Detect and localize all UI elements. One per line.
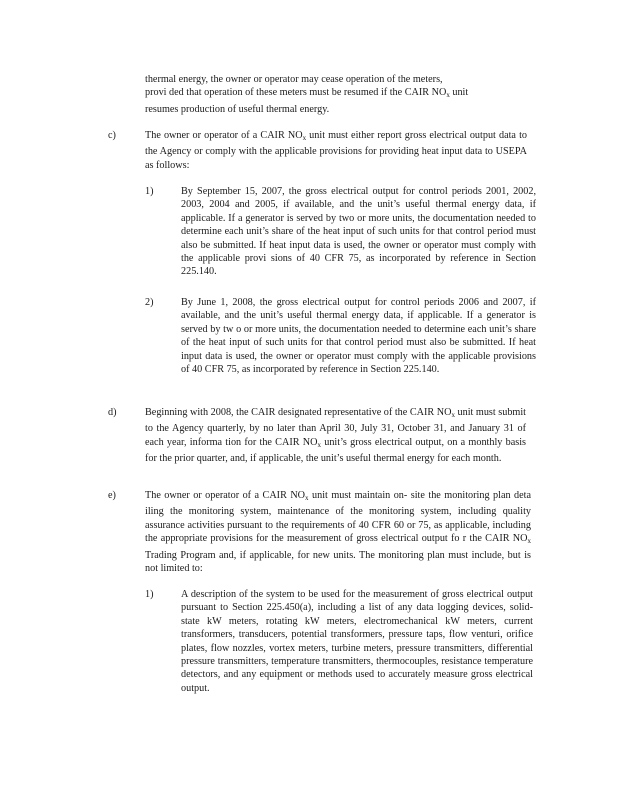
section-e-text: The owner or operator of a CAIR $NO_x$ unit must maintain on- site the monitoring plan deta iling the monitoring system, maintenance of the monitoring system, including quality assurance activities pursuant to the requirements of 40 CFR 60 or 75, as applicable, including the appropriate provisions for the measurement of gross electrical output fo r the CAIR $NO_x$ Trading Program and, if applicable, for new units. The monitoring plan must include, but is not limited to: [145, 490, 531, 575]
intro-line-3: resumes production of useful thermal energy. [145, 103, 330, 115]
section-c-label: c) [108, 130, 116, 141]
section-d-label: d) [108, 407, 117, 418]
section-e-item-1-label: 1) [145, 589, 154, 600]
section-e-item-1-text: A description of the system to be used for the measurement of gross electrical output pursuant to Section 225.450(a), including a list of any data logging devices, solid- state kW meters, rotating kW meters, electromechanical kW meters, current transformers, transducers, potential transformers, pressure taps, flow venturi, orifice plates, flow nozzles, vortex meters, turbine meters, pressure transmitters, differential pressure transmitters, temperature transmitters, thermocouples, resistance temperature detectors, and any equipment or methods used to accurately measure gross electrical output. [181, 589, 533, 694]
section-c-item-2-label: 2) [145, 297, 154, 308]
section-d-text: Beginning with 2008, the CAIR designated representative of the CAIR $NO_x$ unit must submit to the Agency quarterly, by no later than April 30, July 31, October 31, and January 31 of each year, informa tion for the CAIR $NO_x$ unit’s gross electrical output, on a monthly basis for the prior quarter, and, if applicable, the unit’s useful thermal energy for each month. [145, 407, 526, 465]
section-c-text: The owner or operator of a CAIR $NO_x$ unit must either report gross electrical output data to the Agency or comply with the applicable provisions for providing heat input data to USEPA as follows: [145, 130, 527, 171]
intro-line-1: thermal energy, the owner or operator may cease operation of the meters, [145, 74, 443, 85]
section-e-label: e) [108, 490, 116, 501]
section-c-item-1-text: By September 15, 2007, the gross electrical output for control periods 2001, 2002, 2003, 2004 and 2005, if available, and the unit’s useful thermal energy data, if applicable. If a generator is served by two or more units, the documentation needed to determine each unit’s share of the heat input of such units for that control period must also be submitted. If heat input data is used, the owner or operator must comply with the applicable provi sions of 40 CFR 75, as incorporated by reference in Section 225.140. [181, 186, 536, 278]
intro-paragraph [145, 73, 521, 116]
section-c-item-1-label: 1) [145, 186, 154, 197]
section-c-item-2-text: By June 1, 2008, the gross electrical output for control periods 2006 and 2007, if available, and the unit’s useful thermal energy data, if applicable. If a generator is served by tw o or more units, the documentation needed to determine each unit’s share of the heat input of such units for that control period must also be submitted. If heat input data is used, the owner or operator must comply with the applicable provisions of 40 CFR 75, as incorporated by reference in Section 225.140. [181, 297, 536, 376]
intro-line-2: provi ded that operation of these meters must be resumed if the CAIR $NO_x$ unit [145, 87, 469, 100]
